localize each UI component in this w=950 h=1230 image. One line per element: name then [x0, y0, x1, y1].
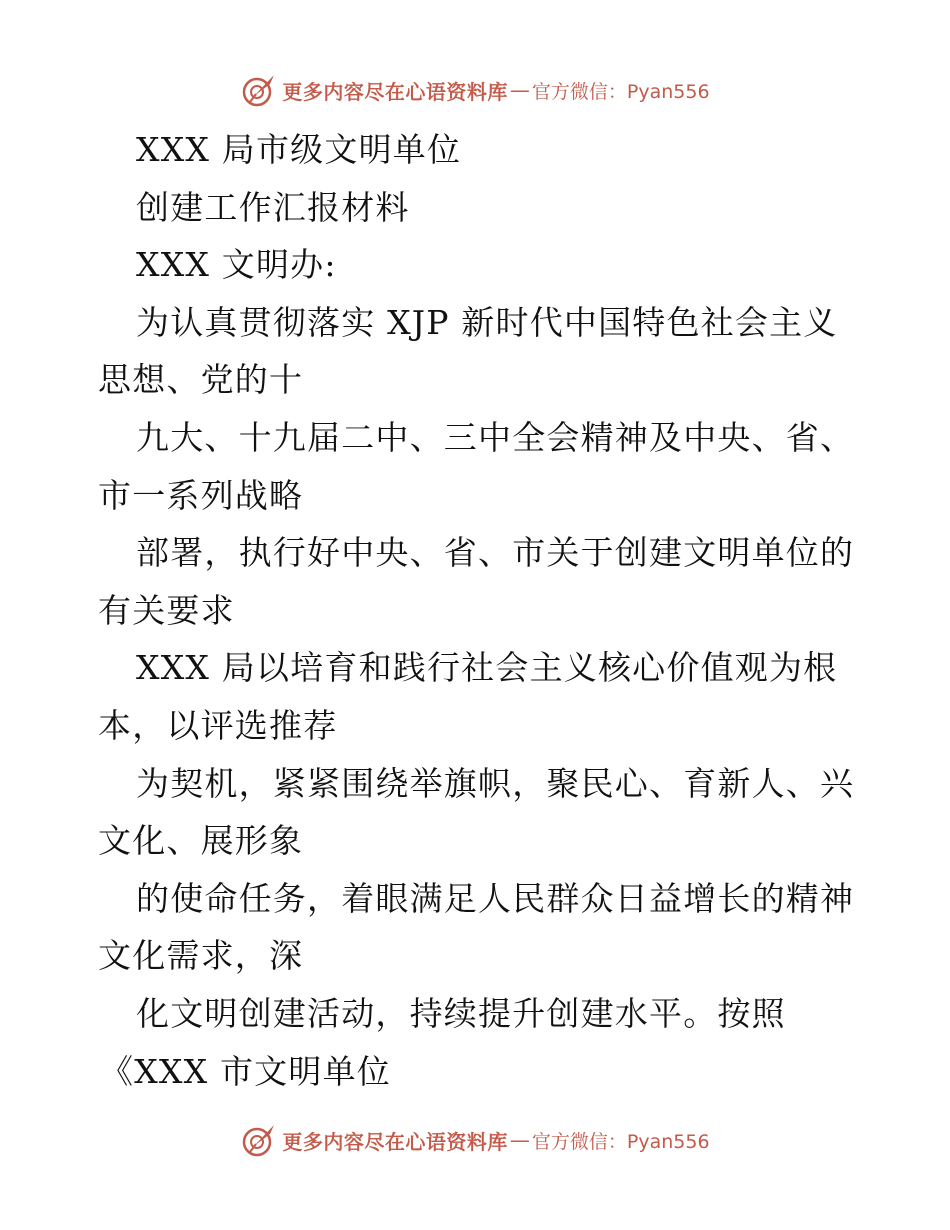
doc-line: 创建工作汇报材料: [136, 187, 410, 227]
watermark-main-text: 更多内容尽在心语资料库: [282, 79, 508, 104]
watermark-separator: —: [509, 1128, 530, 1152]
footer-watermark: [0, 1120, 950, 1160]
doc-line: 《XXX 市文明单位: [100, 1051, 391, 1091]
doc-line: 文化需求，深: [98, 936, 304, 976]
doc-line: 九大、十九届二中、三中全会精神及中央、省、: [136, 417, 855, 457]
watermark-wechat-text: 官方微信：Pyan556: [531, 1130, 710, 1153]
doc-line: 为契机，紧紧围绕举旗帜，聚民心、育新人、兴: [136, 763, 855, 803]
doc-line: 文化、展形象: [98, 821, 304, 861]
watermark-main-text: 更多内容尽在心语资料库: [282, 1129, 508, 1154]
doc-line: 市一系列战略: [98, 475, 304, 515]
doc-line: 为认真贯彻落实 XJP 新时代中国特色社会主义: [136, 302, 838, 342]
doc-line: 思想、党的十: [98, 360, 304, 400]
doc-line: 化文明创建活动，持续提升创建水平。按照: [136, 993, 786, 1033]
doc-line: XXX 局以培育和践行社会主义核心价值观为根: [136, 648, 838, 688]
quill-logo-icon: [240, 72, 278, 108]
watermark-separator: —: [509, 78, 530, 102]
doc-line: 的使命任务，着眼满足人民群众日益增长的精神: [136, 878, 855, 918]
quill-logo-icon: [240, 1122, 278, 1158]
doc-line: 本，以评选推荐: [98, 705, 338, 745]
doc-line: 有关要求: [98, 590, 235, 630]
header-watermark: [0, 70, 950, 110]
doc-line: XXX 文明办:: [136, 245, 337, 285]
doc-line: XXX 局市级文明单位: [136, 130, 462, 169]
document-body: [98, 121, 858, 1100]
watermark-wechat-text: 官方微信：Pyan556: [531, 80, 710, 103]
doc-line: 部署，执行好中央、省、市关于创建文明单位的: [136, 533, 855, 573]
